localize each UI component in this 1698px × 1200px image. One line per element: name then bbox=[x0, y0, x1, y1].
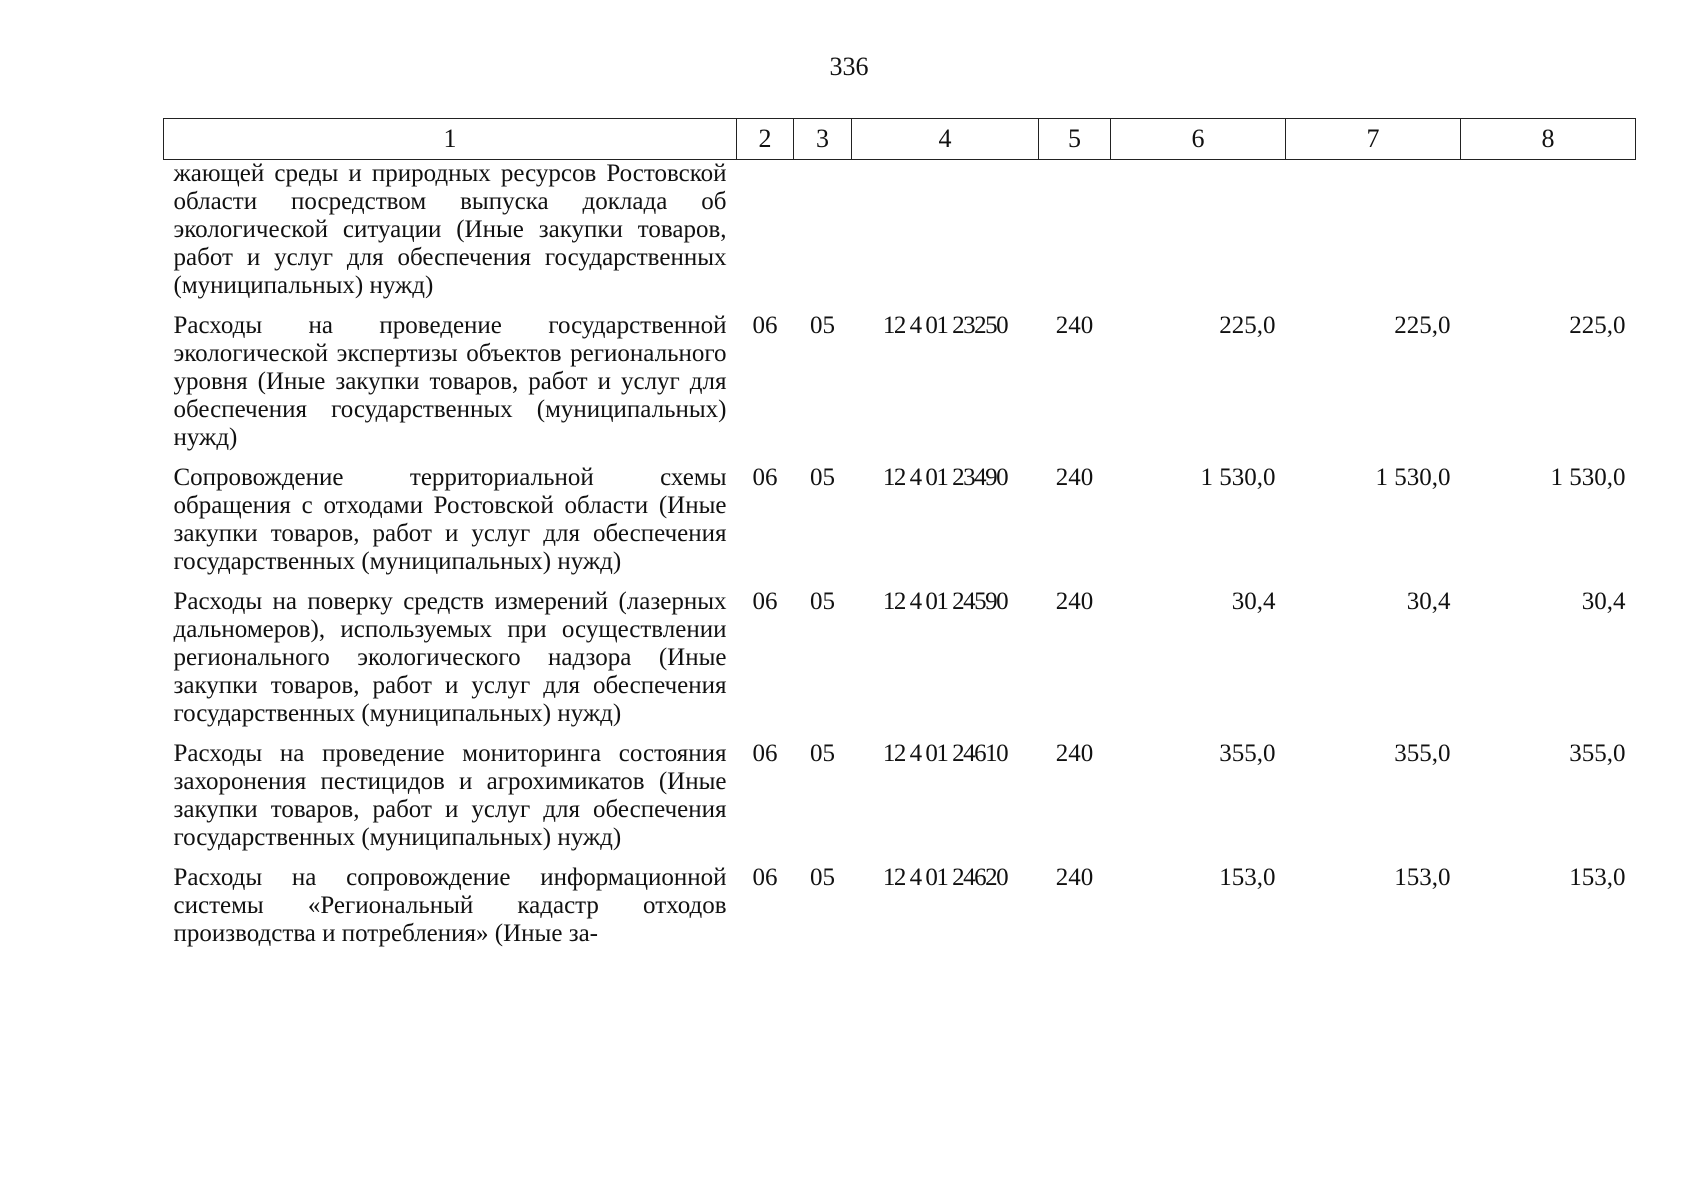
row-subsection: 05 bbox=[810, 464, 835, 491]
row-expense-type: 240 bbox=[1055, 588, 1094, 615]
row-target-code: 12 4 01 24610 bbox=[882, 740, 1008, 767]
row-value-3: 355,0 bbox=[1569, 740, 1626, 767]
table-row bbox=[164, 312, 1636, 464]
row-value-2 bbox=[1286, 160, 1461, 313]
row-expense-type: 240 bbox=[1055, 312, 1094, 339]
row-value-1: 1 530,0 bbox=[1200, 464, 1276, 491]
page-number: 336 bbox=[829, 52, 869, 81]
table-row bbox=[164, 740, 1636, 864]
row-expense-type: 240 bbox=[1055, 740, 1094, 767]
row-value-1: 30,4 bbox=[1231, 588, 1276, 615]
header-col-2: 2 bbox=[737, 119, 794, 160]
row-expense-type bbox=[1039, 160, 1111, 313]
row-value-1: 225,0 bbox=[1219, 312, 1276, 339]
budget-table bbox=[163, 118, 1636, 960]
row-subsection: 05 bbox=[810, 740, 835, 767]
row-section bbox=[737, 160, 794, 313]
row-target-code: 12 4 01 23490 bbox=[882, 464, 1008, 491]
row-value-3: 153,0 bbox=[1569, 864, 1626, 891]
row-value-3 bbox=[1461, 160, 1636, 313]
row-description: Сопровождение территориальной схемы обращения с отходами Ростовской области (Иные закупки товаров, работ и услуг для обеспечения государственных (муниципальных) нужд) bbox=[173, 464, 727, 575]
header-col-7: 7 bbox=[1286, 119, 1461, 160]
table-row bbox=[164, 160, 1636, 313]
row-value-1: 153,0 bbox=[1219, 864, 1276, 891]
row-value-3: 225,0 bbox=[1569, 312, 1626, 339]
row-value-1 bbox=[1111, 160, 1286, 313]
header-col-4: 4 bbox=[852, 119, 1039, 160]
row-expense-type: 240 bbox=[1055, 464, 1094, 491]
row-subsection: 05 bbox=[810, 312, 835, 339]
row-target-code: 12 4 01 24620 bbox=[882, 864, 1008, 891]
row-description: жающей среды и природных ресурсов Ростовской области посредством выпуска доклада об экологической ситуации (Иные закупки товаров, работ и услуг для обеспечения государственных (муниципальных) нужд) bbox=[173, 160, 727, 299]
header-col-1: 1 bbox=[164, 119, 737, 160]
table-row bbox=[164, 588, 1636, 740]
row-value-3: 1 530,0 bbox=[1550, 464, 1626, 491]
row-target-code bbox=[852, 160, 1039, 313]
row-value-2: 153,0 bbox=[1394, 864, 1451, 891]
row-section: 06 bbox=[752, 740, 778, 767]
row-value-1: 355,0 bbox=[1219, 740, 1276, 767]
row-value-2: 30,4 bbox=[1406, 588, 1451, 615]
row-value-2: 1 530,0 bbox=[1375, 464, 1451, 491]
row-section: 06 bbox=[752, 464, 778, 491]
table-body bbox=[164, 160, 1636, 961]
table-row bbox=[164, 464, 1636, 588]
row-target-code: 12 4 01 23250 bbox=[882, 312, 1008, 339]
row-section: 06 bbox=[752, 588, 778, 615]
row-description: Расходы на проведение государственной экологической экспертизы объектов регионального уровня (Иные закупки товаров, работ и услуг для обеспечения государственных (муниципальных) нужд) bbox=[173, 312, 727, 451]
row-value-2: 225,0 bbox=[1394, 312, 1451, 339]
row-subsection: 05 bbox=[810, 588, 835, 615]
row-value-2: 355,0 bbox=[1394, 740, 1451, 767]
row-section: 06 bbox=[752, 312, 778, 339]
row-description: Расходы на сопровождение информационной системы «Региональный кадастр отходов производства и потребления» (Иные за- bbox=[173, 864, 727, 947]
header-col-5: 5 bbox=[1039, 119, 1111, 160]
row-value-3: 30,4 bbox=[1581, 588, 1626, 615]
row-subsection: 05 bbox=[810, 864, 835, 891]
row-section: 06 bbox=[752, 864, 778, 891]
header-row bbox=[164, 119, 1636, 160]
row-subsection bbox=[794, 160, 852, 313]
row-description: Расходы на поверку средств измерений (лазерных дальномеров), используемых при осуществлении регионального экологического надзора (Иные закупки товаров, работ и услуг для обеспечения государственных (муниципальных) нужд) bbox=[173, 588, 727, 727]
table-row bbox=[164, 864, 1636, 960]
row-description: Расходы на проведение мониторинга состояния захоронения пестицидов и агрохимикатов (Иные закупки товаров, работ и услуг для обеспечения государственных (муниципальных) нужд) bbox=[173, 740, 727, 851]
header-col-8: 8 bbox=[1461, 119, 1636, 160]
table-header bbox=[164, 119, 1636, 160]
row-target-code: 12 4 01 24590 bbox=[882, 588, 1008, 615]
row-expense-type: 240 bbox=[1055, 864, 1094, 891]
header-col-3: 3 bbox=[794, 119, 852, 160]
header-col-6: 6 bbox=[1111, 119, 1286, 160]
